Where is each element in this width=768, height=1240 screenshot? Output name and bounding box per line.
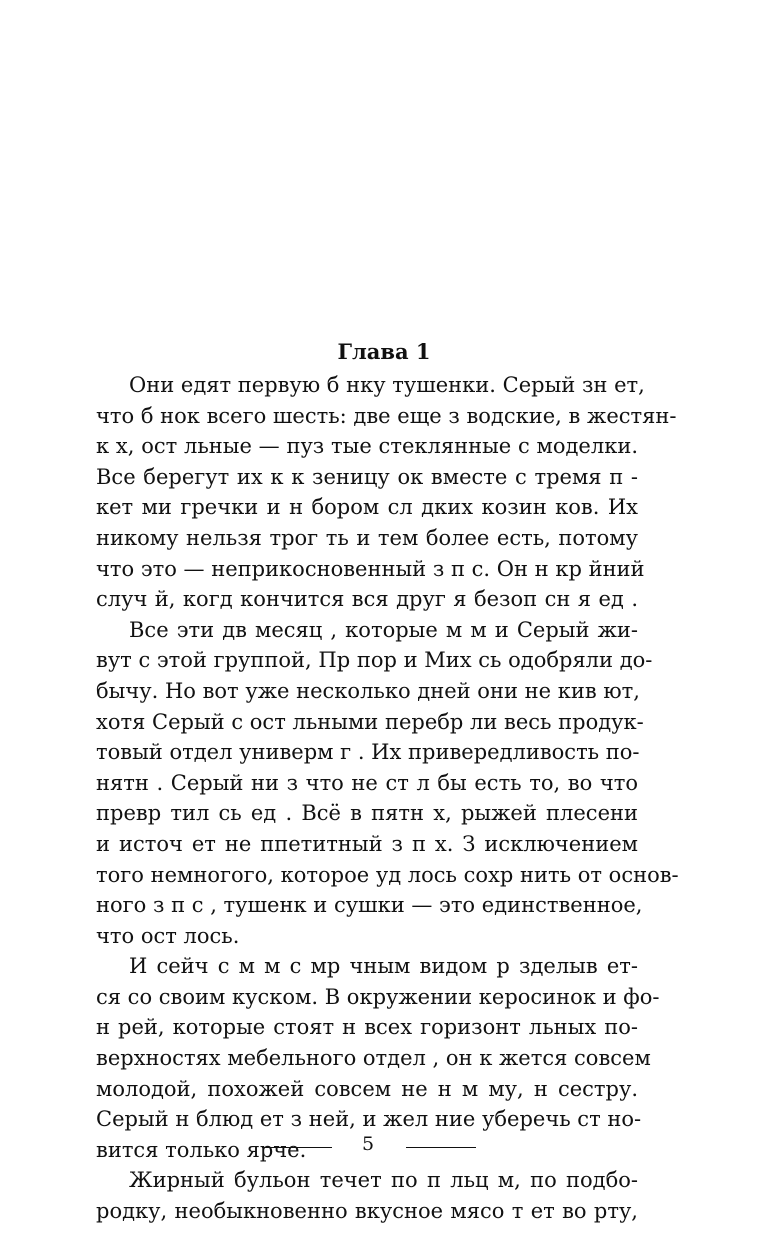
text-line: И сейч с м м с мр чным видом р зделыв ет-	[129, 954, 638, 979]
footer-rule-right	[406, 1147, 476, 1148]
text-line: ного з п с , тушенк и сушки — это единственное,	[96, 893, 643, 918]
text-line: Все эти дв месяц , которые м м и Серый жи-	[129, 617, 638, 642]
chapter-title: Глава 1	[337, 339, 431, 364]
text-line: молодой, похожей совсем не н м му, н сестру.	[96, 1076, 638, 1101]
text-line: родку, необыкновенно вкусное мясо т ет во рту,	[96, 1199, 638, 1224]
text-line: кет ми гречки и н бором сл дких козин ков. Их	[96, 495, 638, 520]
text-line: бычу. Но вот уже несколько дней они не кив ют,	[96, 678, 640, 703]
text-line: что это — неприкосновенный з п с. Он н кр йний	[96, 556, 645, 581]
text-line: ся со своим куском. В окружении керосинок и фо-	[96, 984, 660, 1009]
footer-rule-left	[262, 1147, 332, 1148]
text-line: что б нок всего шесть: две еще з водские, в жестян-	[96, 403, 677, 428]
text-line: к х, ост льные — пуз тые стеклянные с моделки.	[96, 434, 638, 459]
page-number: 5	[361, 1133, 375, 1155]
text-line: нятн . Серый ни з что не ст л бы есть то, во что	[96, 770, 638, 795]
text-line: превр тил сь ед . Всё в пятн х, рыжей плесени	[96, 801, 638, 826]
text-line: что ост лось.	[96, 923, 240, 948]
text-line: вут с этой группой, Пр пор и Мих сь одобряли до-	[96, 648, 653, 673]
body-text	[96, 370, 679, 1227]
text-line: вится только ярче.	[96, 1137, 307, 1162]
page-footer	[0, 1130, 768, 1160]
text-line: никому нельзя трог ть и тем более есть, потому	[96, 525, 638, 550]
text-line: Серый н блюд ет з ней, и жел ние уберечь ст но-	[96, 1107, 642, 1132]
text-line: того немногого, которое уд лось сохр нить от основ-	[96, 862, 679, 887]
text-line: верхностях мебельного отдел , он к жется совсем	[96, 1046, 651, 1071]
text-line: хотя Серый с ост льными перебр ли весь продук-	[96, 709, 644, 734]
text-line: Все берегут их к к зеницу ок вместе с тремя п -	[96, 464, 638, 489]
text-line: товый отдел универм г . Их привередливость по-	[96, 740, 640, 765]
text-line: Они едят первую б нку тушенки. Серый зн ет,	[129, 373, 645, 397]
text-line: Жирный бульон течет по п льц м, по подбо-	[129, 1168, 638, 1193]
text-line: случ й, когд кончится вся друг я безоп сн я ед .	[96, 587, 638, 612]
text-line: и источ ет не ппетитный з п х. З исключением	[96, 831, 638, 856]
text-line: н рей, которые стоят н всех горизонт льных по-	[96, 1015, 638, 1040]
